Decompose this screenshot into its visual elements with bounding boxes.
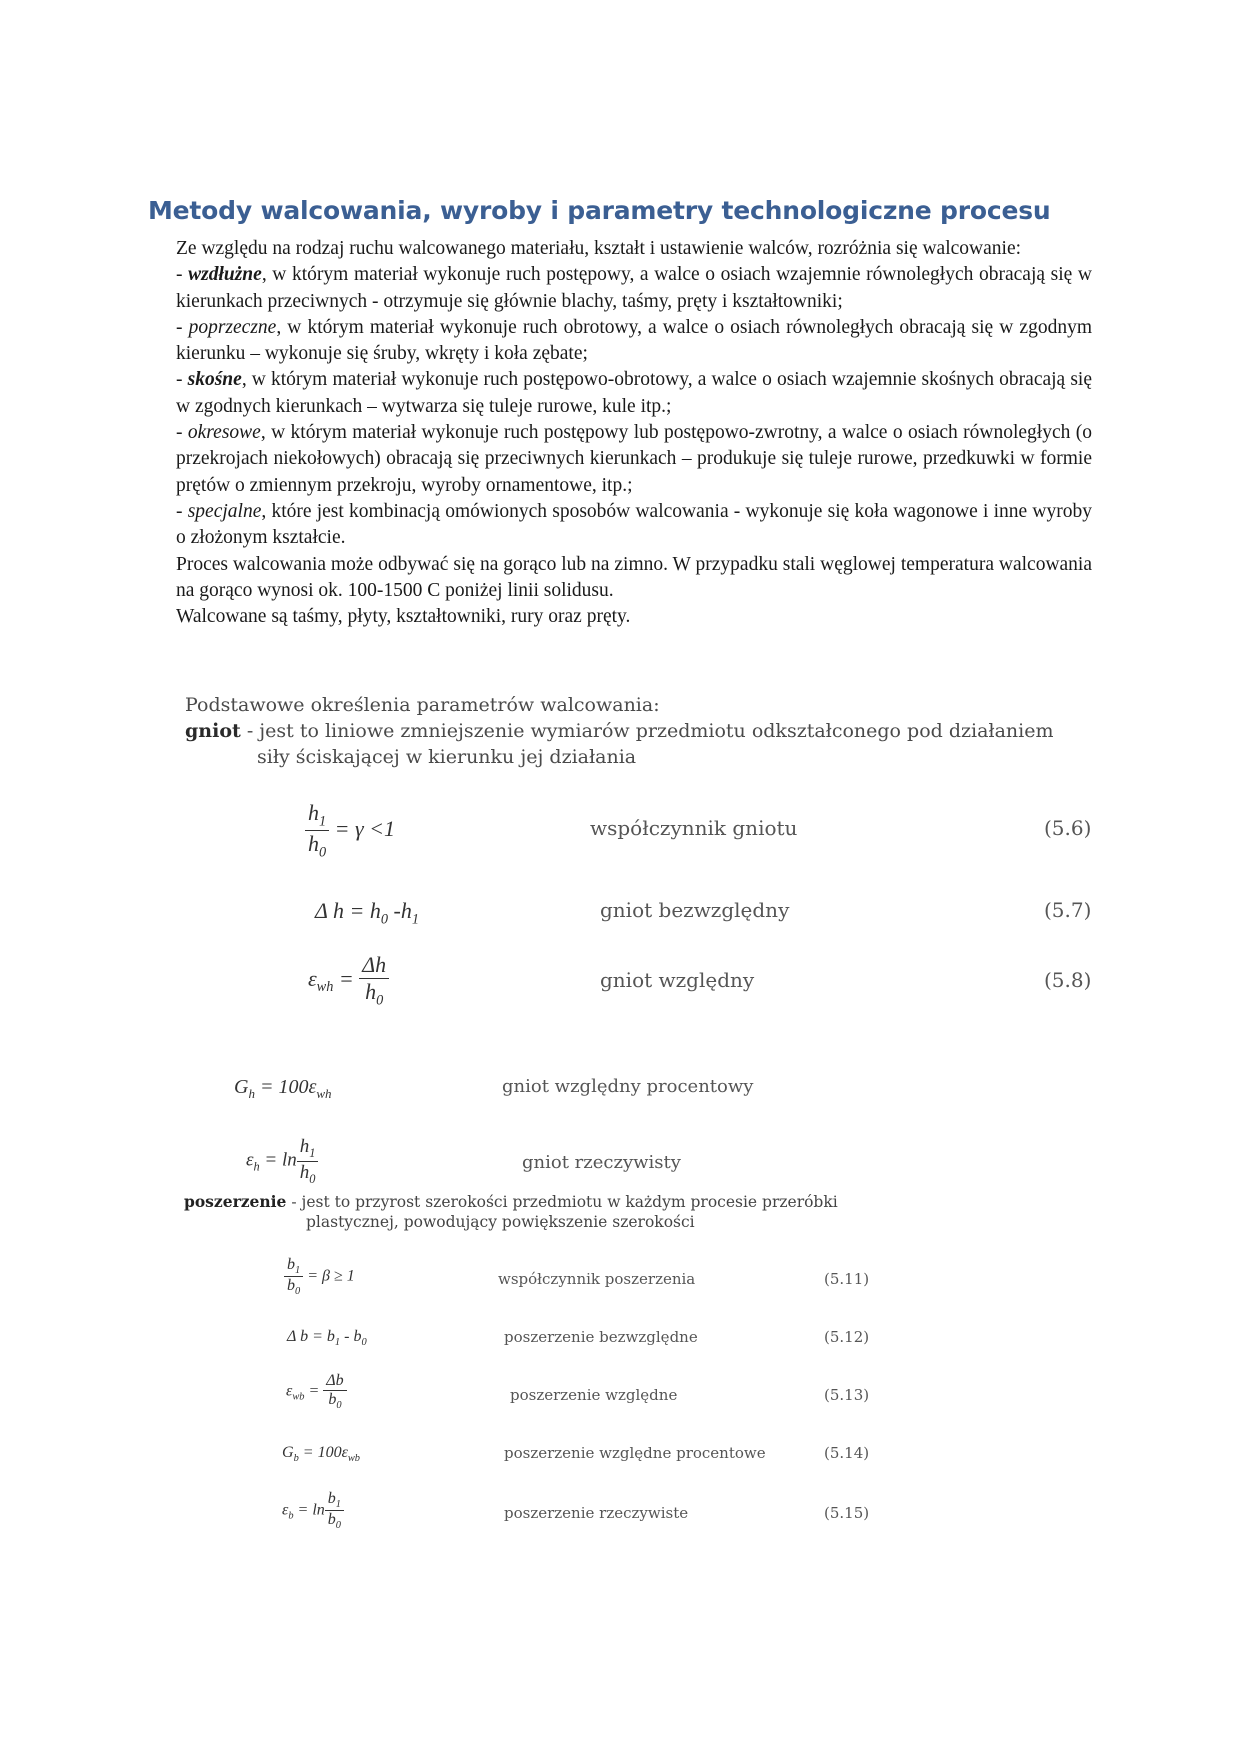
equation-row [0,800,1240,860]
item-prefix: - [176,500,188,522]
equation-label: gniot bezwzględny [600,898,790,922]
item-text: , w którym materiał wykonuje ruch postępowo-obrotowy, a walce o osiach wzajemnie skośnych obracają się w zgodnych kierunkach – wytwarza się tuleje rurowe, kule itp.; [176,369,1092,417]
equation-label: poszerzenie bezwzględne [504,1328,698,1346]
item-term: wzdłużne [188,264,262,286]
gniot-term: gniot [185,720,241,742]
formula: $\varepsilon_{wh}$ = $\frac{\Delta h}{h_0}$ [308,952,389,1009]
equation-number: (5.6) [1044,816,1092,840]
equation-label: poszerzenie względne [510,1386,678,1404]
equation-label: współczynnik poszerzenia [498,1270,696,1288]
item-text: , w którym materiał wykonuje ruch obrotowy, a walce o osiach równoległych obracają się w zgodnym kierunku – wykonuje się śruby, wkręty i koła zębate; [176,316,1093,365]
equation-label: gniot rzeczywisty [522,1152,681,1173]
body-text [176,236,1092,630]
equation-row [0,1328,1240,1354]
parameters-intro: Podstawowe określenia parametrów walcowania: [185,694,660,716]
poszerzenie-def-line-2: plastycznej, powodujący powiększenie szerokości [306,1213,695,1231]
poszerzenie-term: poszerzenie [184,1192,287,1211]
section-heading: Metody walcowania, wyroby i parametry technologiczne procesu [148,196,1051,225]
equation-label: poszerzenie względne procentowe [504,1444,766,1462]
list-item [176,499,1092,552]
list-item [176,420,1092,499]
formula: Δ $b = b_1 - b_0$ [287,1328,367,1349]
equation-row [0,1372,1240,1422]
formula: $\varepsilon_b = \ln$ $\frac{b_1}{b_0}$ [282,1490,344,1531]
gniot-def-line-1: - jest to liniowe zmniejszenie wymiarów przedmiotu odkształconego pod działaniem [240,720,1054,742]
gniot-definition [185,718,1085,770]
equation-number: (5.12) [824,1328,870,1346]
equation-number: (5.15) [824,1504,870,1522]
item-text: , w którym materiał wykonuje ruch postępowy, a walce o osiach wzajemnie równoległych obracają się w kierunkach przeciwnych - otrzymuje się głównie blachy, taśmy, pręty i kształtowniki; [176,264,1092,312]
equation-row [0,1136,1240,1192]
equation-number: (5.13) [824,1386,870,1404]
item-prefix: - [176,422,188,444]
formula: $\frac{h_1}{h_0}$ = γ <1 [305,800,395,862]
formula: $\frac{b_1}{b_0}$ = β ≥ 1 [284,1256,355,1297]
equation-row [0,952,1240,1012]
equation-label: poszerzenie rzeczywiste [504,1504,689,1522]
equation-row [0,1490,1240,1540]
formula: $G_b = 100\varepsilon_{wb}$ [282,1444,361,1465]
formula: $G_h = 100\varepsilon_{wh}$ [234,1076,332,1101]
equation-number: (5.8) [1044,968,1092,992]
item-text: , w którym materiał wykonuje ruch postępowy lub postępowo-zwrotny, a walce o osiach równoległych (o przekrojach niekołowych) obracają się przeciwnych kierunkach – produkuje się tuleje rurowe, przedkuwki w formie prętów o zmiennym przekroju, wyroby ornamentowe, itp.; [176,422,1093,496]
gniot-def-line-2: siły ściskającej w kierunku jej działania [257,746,637,768]
equation-number: (5.11) [824,1270,870,1288]
process-paragraph: Proces walcowania może odbywać się na gorąco lub na zimno. W przypadku stali węglowej temperatura walcowania na gorąco wynosi ok. 100-1500 C poniżej linii solidusu. [176,553,1092,601]
equation-row [0,1444,1240,1470]
intro-paragraph: Ze względu na rodzaj ruchu walcowanego materiału, kształt i ustawienie walców, rozróżnia się walcowanie: [176,238,1022,259]
list-item [176,367,1092,420]
formula: $\varepsilon_{wb}$ = $\frac{\Delta b}{b_0}$ [286,1372,347,1411]
poszerzenie-definition [184,1192,864,1232]
formula: $\varepsilon_h = \ln$ $\frac{h_1}{h_0}$ [246,1136,318,1187]
equation-label: gniot względny [600,968,755,992]
equation-row [0,1076,1240,1110]
equation-label: współczynnik gniotu [590,816,798,840]
item-prefix: - [176,369,188,391]
item-term: okresowe [187,422,261,444]
parameters-section [185,692,1085,770]
item-term: specjalne [187,500,262,522]
item-term: skośne [187,369,242,391]
formula: Δ $h = h_0$ $-h_1$ [315,898,420,928]
item-text: , które jest kombinacją omówionych sposobów walcowania - wykonuje się koła wagonowe i inne wyroby o złożonym kształcie. [176,500,1092,549]
products-paragraph: Walcowane są taśmy, płyty, kształtowniki, rury oraz pręty. [176,606,631,628]
equation-number: (5.14) [824,1444,870,1462]
equation-number: (5.7) [1044,898,1092,922]
equation-label: gniot względny procentowy [502,1076,754,1097]
item-prefix: - [176,264,189,286]
item-prefix: - [176,316,189,338]
equation-row [0,1256,1240,1306]
poszerzenie-def-line-1: - jest to przyrost szerokości przedmiotu w każdym procesie przeróbki [286,1193,838,1211]
list-item [176,315,1092,368]
item-term: poprzeczne [188,316,277,338]
list-item [176,262,1092,315]
equation-row [0,898,1240,934]
